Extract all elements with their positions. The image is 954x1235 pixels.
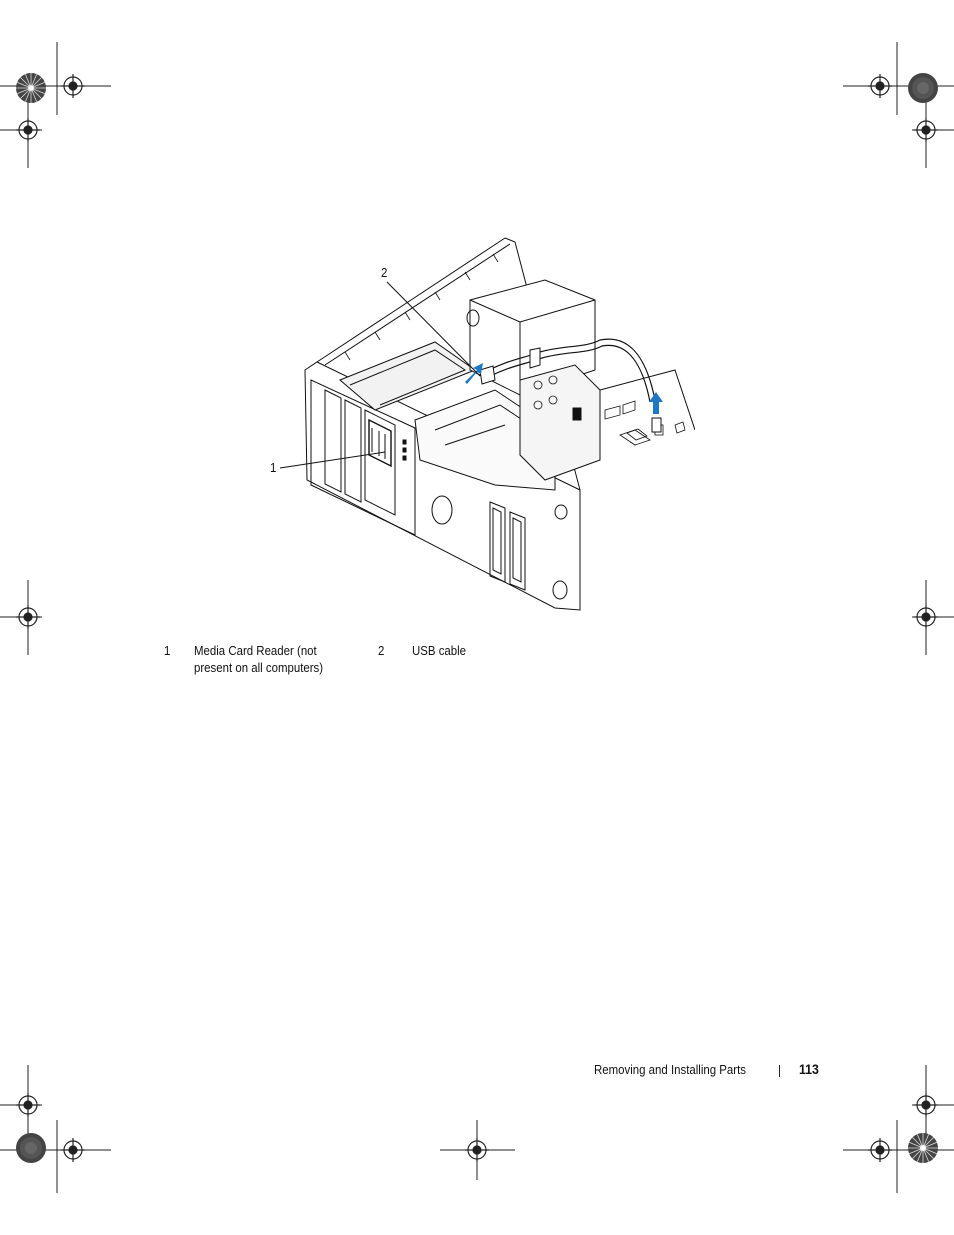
footer-section-title: Removing and Installing Parts bbox=[594, 1062, 746, 1077]
page-number: 113 bbox=[799, 1061, 819, 1077]
chassis-illustration bbox=[255, 230, 695, 620]
legend-num-1: 1 bbox=[164, 643, 171, 658]
callout-2: 2 bbox=[381, 265, 388, 280]
legend-num-2: 2 bbox=[378, 643, 385, 658]
footer-separator bbox=[779, 1065, 780, 1077]
callout-1: 1 bbox=[270, 460, 277, 475]
legend-text-1-line2: present on all computers) bbox=[194, 660, 324, 675]
legend-text-1-line1: Media Card Reader (not bbox=[194, 643, 317, 658]
legend-text-2-line1: USB cable bbox=[412, 643, 467, 658]
